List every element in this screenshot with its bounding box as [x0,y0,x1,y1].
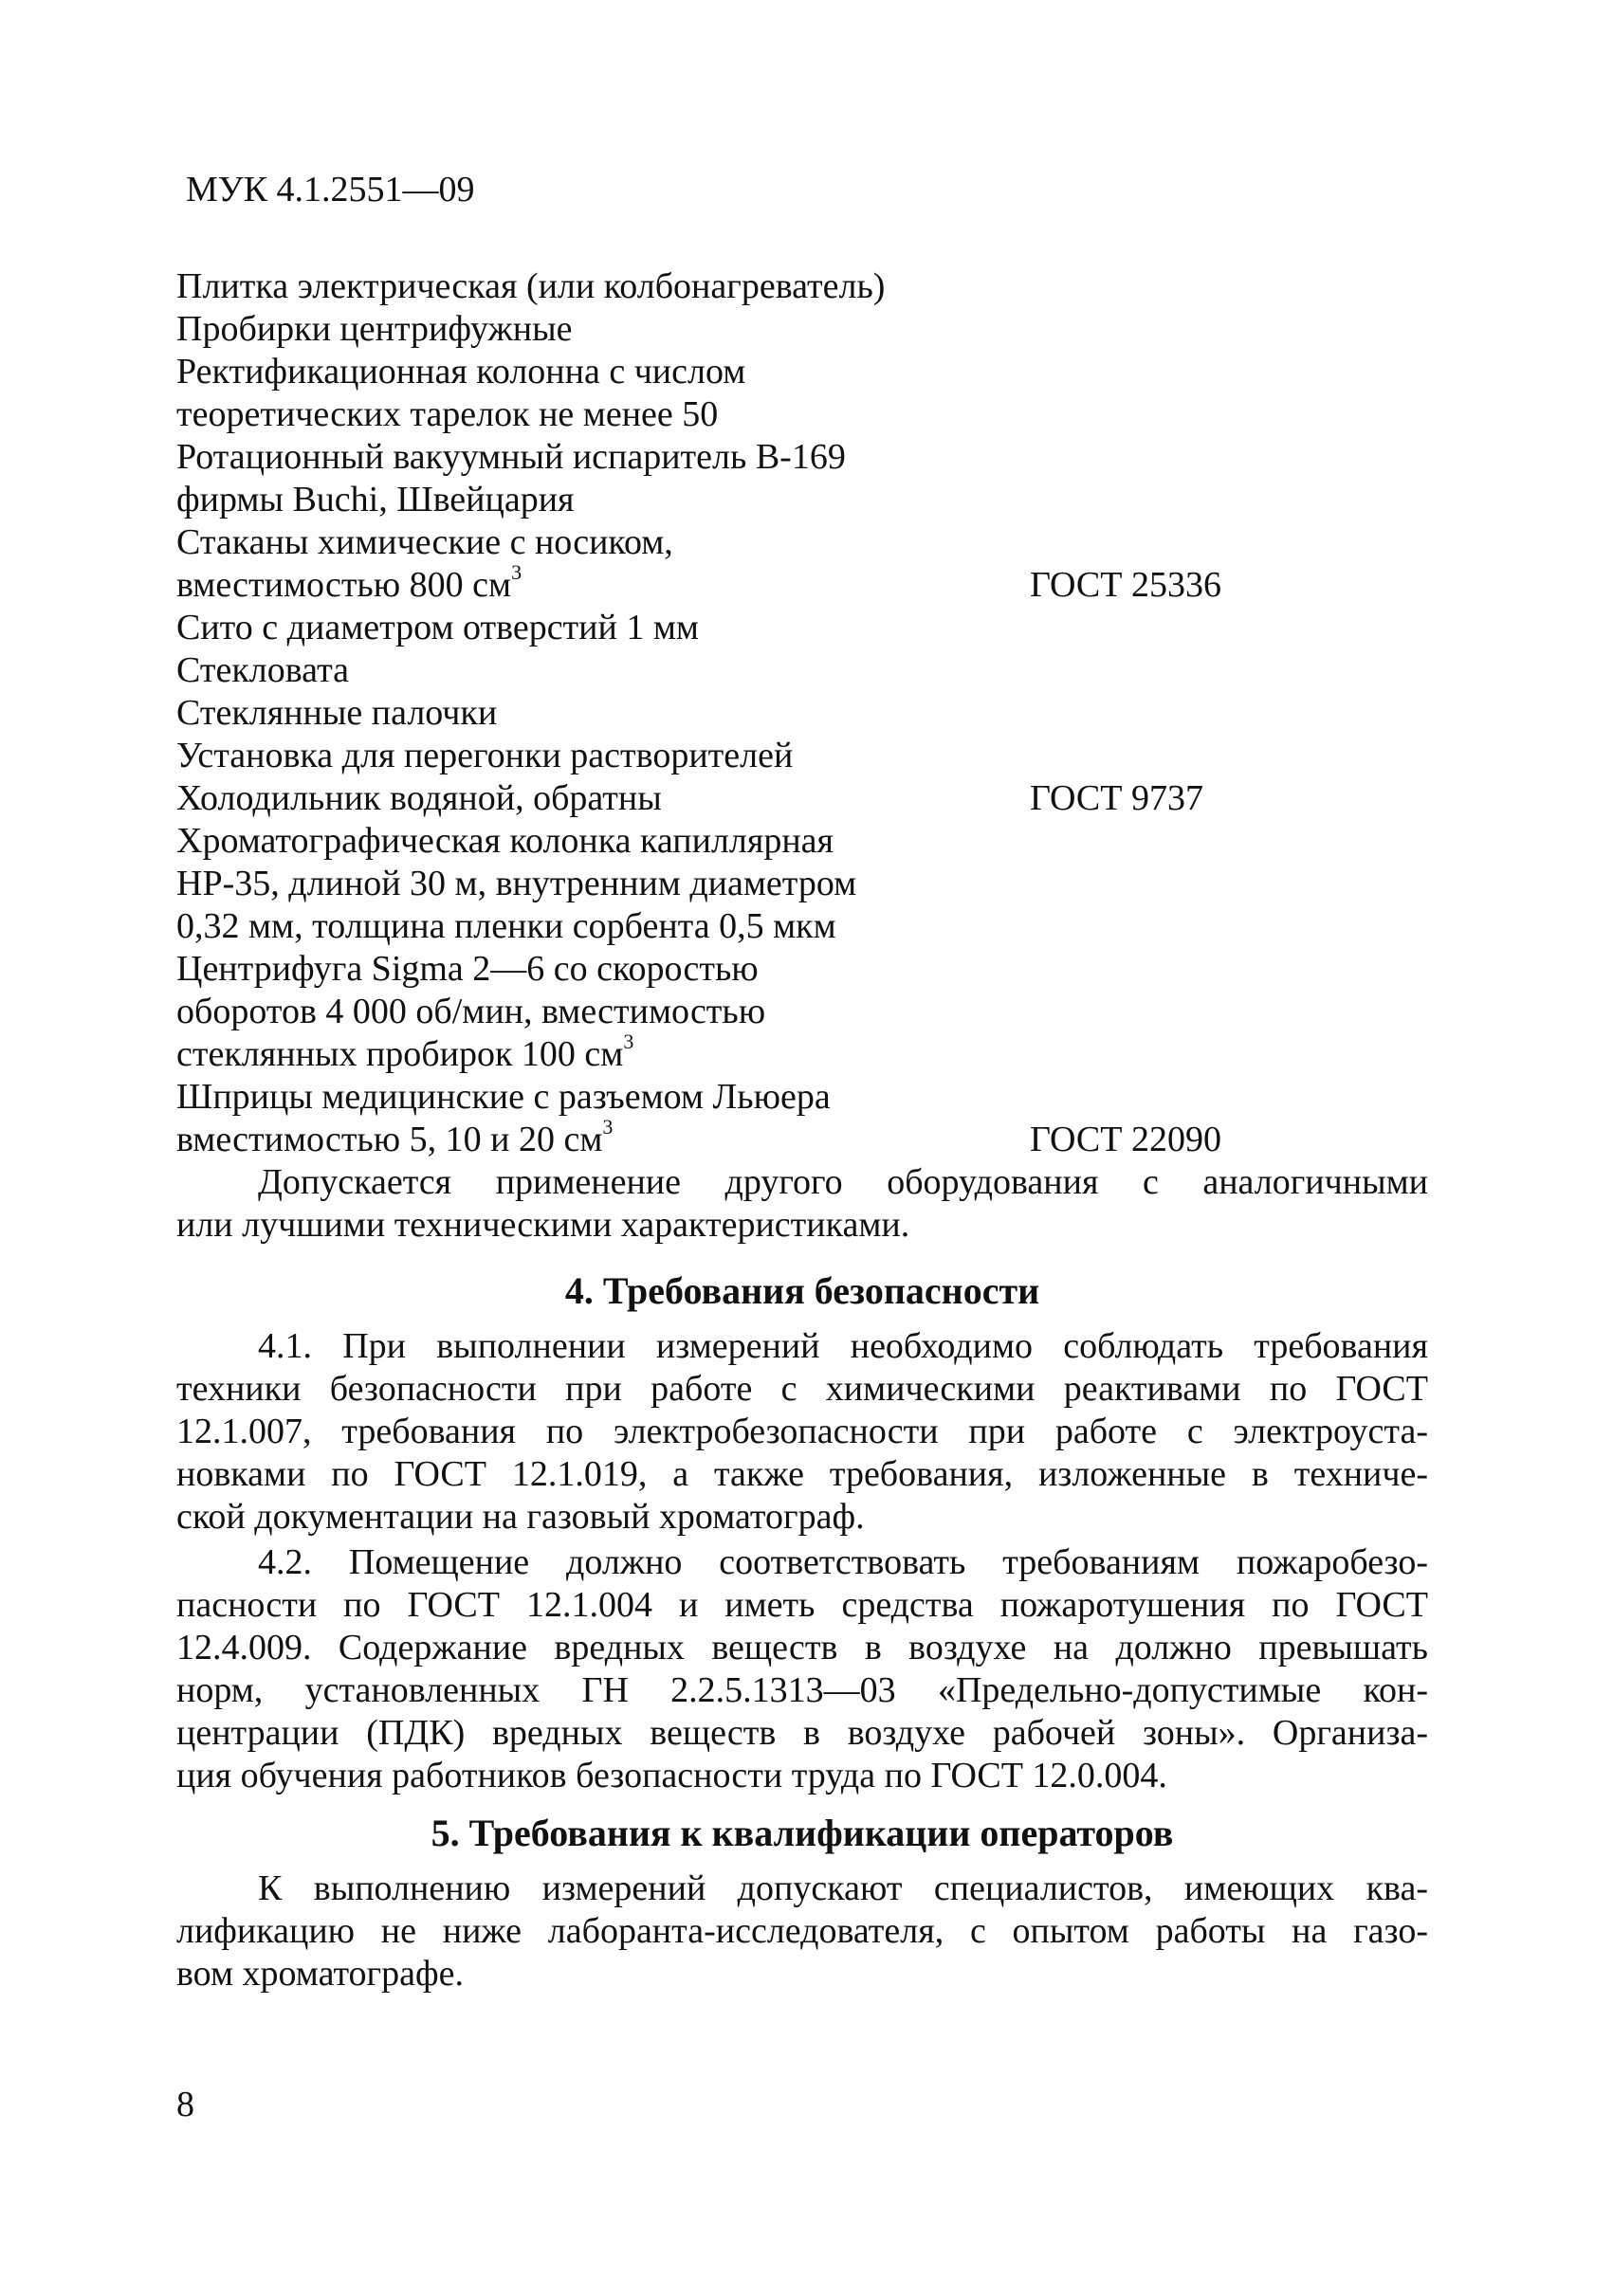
paragraph-line: 12.1.007, требования по электробезопасности при работе с электроуста- [176,1412,1428,1451]
equipment-row [176,607,1428,649]
equipment-row [176,560,1428,607]
equipment-row [176,649,1428,692]
equipment-row [176,479,1428,521]
equipment-name [176,436,846,479]
section-4-paragraph-1 [176,1325,1428,1539]
equipment-name-text: Ректификационная колонна с числом [176,352,746,392]
equipment-name-text: Стеклянные палочки [176,693,498,733]
paragraph-line: 4.1. При выполнении измерений необходимо соблюдать требования [258,1326,1428,1366]
equipment-name-text: Шприцы медицинские с разъемом Льюера [176,1077,831,1117]
equipment-standard: ГОСТ 9737 [1030,778,1203,818]
equipment-row [176,820,1428,863]
equipment-name [176,905,836,948]
section-5-title: 5. Требования к квалификации операторов [431,1812,1174,1854]
equipment-row [176,735,1428,777]
paragraph-line: новками по ГОСТ 12.1.019, а также требования, изложенные в техниче- [176,1454,1428,1494]
section-4-title: 4. Требования безопасности [564,1269,1040,1312]
paragraph-line: ской документации на газовый хроматограф. [176,1497,865,1537]
equipment-row [176,692,1428,735]
equipment-name-text: 0,32 мм, толщина пленки сорбента 0,5 мкм [176,906,836,946]
equipment-name [176,393,718,436]
equipment-standard: ГОСТ 22090 [1030,1120,1221,1159]
equipment-name-text: Ротационный вакуумный испаритель В-169 [176,437,846,477]
equipment-row [176,905,1428,948]
equipment-name [176,863,856,905]
paragraph-line: лификацию не ниже лаборанта-исследователя, с опытом работы на газо- [176,1911,1428,1951]
equipment-row [176,521,1428,564]
equipment-name-text: Стаканы химические с носиком, [176,522,673,562]
equipment-name-text: Холодильник водяной, обратны [176,778,662,818]
equipment-name-text: Пробирки центрифужные [176,309,573,349]
paragraph-line: вом хроматографе. [176,1954,464,1994]
paragraph-line: или лучшими техническими характеристиками. [176,1205,910,1245]
equipment-name-text: вместимостью 800 см [176,565,512,605]
equipment-name-text: Центрифуга Sigma 2—6 со скоростью [176,949,759,989]
equipment-row [176,1030,1428,1076]
equipment-row [176,351,1428,393]
equipment-name-text: фирмы Buchi, Швейцария [176,480,575,519]
equipment-row [176,1115,1428,1161]
page-number: 8 [176,2085,194,2124]
paragraph-line: Допускается применение другого оборудования с аналогичными [258,1162,1428,1202]
equipment-row [176,863,1428,905]
paragraph-line: пасности по ГОСТ 12.1.004 и иметь средства пожаротушения по ГОСТ [176,1585,1428,1625]
equipment-name-text: теоретических тарелок не менее 50 [176,394,719,434]
equipment-row [176,265,1428,308]
equipment-name-text: оборотов 4 000 об/мин, вместимостью [176,992,766,1031]
equipment-name [176,560,522,607]
equipment-row [176,991,1428,1033]
unit-superscript: 3 [602,1115,614,1139]
equipment-name [176,649,349,692]
equipment-standard: ГОСТ 25336 [1030,565,1221,605]
equipment-list [176,265,1428,1161]
equipment-row [176,308,1428,351]
equipment-row [176,777,1428,820]
equipment-name-text: Плитка электрическая (или колбонагреватель) [176,266,886,306]
equipment-name-text: Стекловата [176,650,350,690]
equipment-name [176,479,575,521]
paragraph-line: норм, установленных ГН 2.2.5.1313—03 «Предельно-допустимые кон- [176,1670,1428,1710]
equipment-name [176,1115,614,1161]
equipment-name-text: стеклянных пробирок 100 см [176,1034,624,1074]
equipment-row [176,948,1428,991]
paragraph-line: 4.2. Помещение должно соответствовать требованиям пожаробезо- [258,1542,1428,1582]
equipment-name-text: вместимостью 5, 10 и 20 см [176,1120,603,1159]
equipment-name [176,521,673,564]
allowance-paragraph [176,1161,1428,1247]
unit-superscript: 3 [511,560,522,584]
paragraph-line: К выполнению измерений допускают специалистов, имеющих ква- [258,1868,1428,1908]
equipment-name [176,820,834,863]
equipment-name [176,692,497,735]
section-5-paragraph-1 [176,1868,1428,1995]
equipment-name-text: Установка для перегонки растворителей [176,736,794,775]
paragraph-line: центрации (ПДК) вредных веществ в воздухе рабочей зоны». Организа- [176,1713,1428,1753]
equipment-row [176,436,1428,479]
equipment-name [176,308,573,351]
equipment-name [176,735,793,777]
equipment-name [176,1030,634,1076]
equipment-name [176,607,699,649]
equipment-name [176,991,765,1033]
document-code-header: МУК 4.1.2551—09 [186,170,475,210]
equipment-name [176,351,745,393]
unit-superscript: 3 [623,1030,634,1053]
paragraph-line: ция обучения работников безопасности труда по ГОСТ 12.0.004. [176,1756,1167,1795]
equipment-name [176,265,885,308]
paragraph-line: техники безопасности при работе с химическими реактивами по ГОСТ [176,1369,1428,1409]
section-4-paragraph-2 [176,1541,1428,1797]
equipment-row [176,393,1428,436]
equipment-row [176,1076,1428,1119]
equipment-name [176,777,662,820]
equipment-name [176,1076,831,1119]
equipment-name-text: Хроматографическая колонка капиллярная [176,821,834,861]
equipment-name [176,948,759,991]
equipment-name-text: Сито с диаметром отверстий 1 мм [176,608,699,647]
paragraph-line: 12.4.009. Содержание вредных веществ в воздухе на должно превышать [176,1628,1428,1667]
equipment-name-text: HP-35, длиной 30 м, внутренним диаметром [176,864,857,903]
